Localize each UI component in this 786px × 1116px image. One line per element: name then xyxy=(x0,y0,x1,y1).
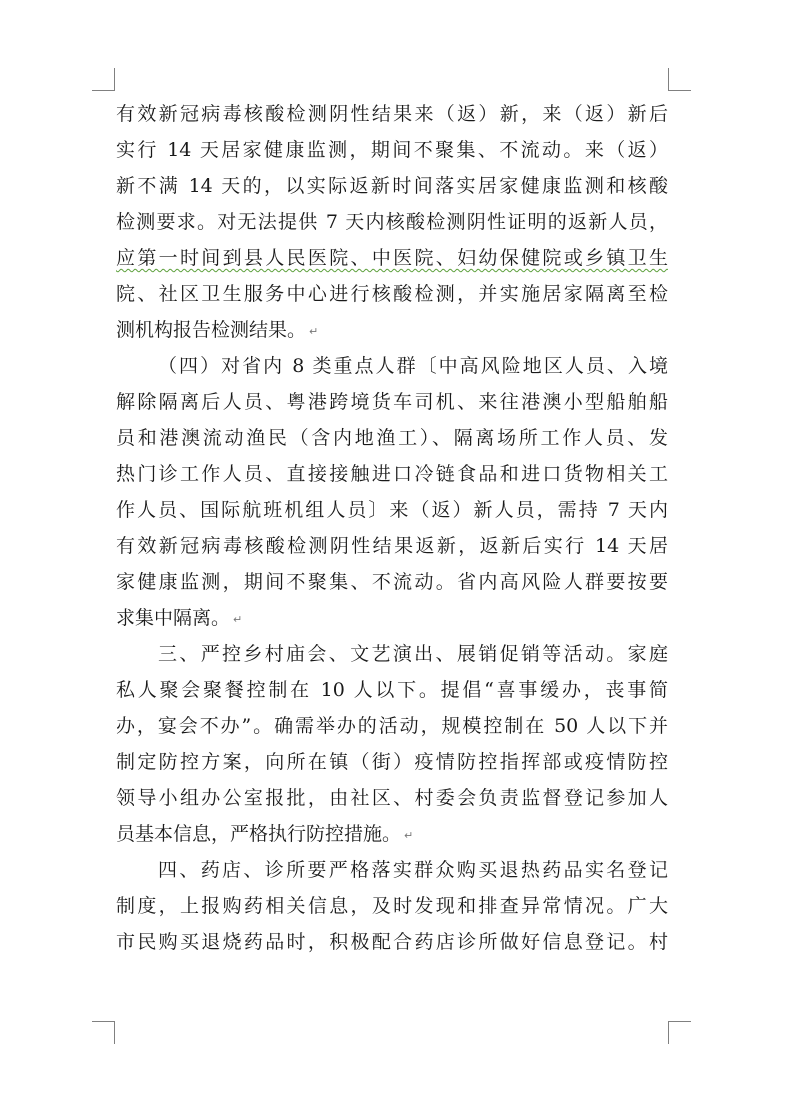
text-line xyxy=(116,312,668,348)
paragraph-mark-icon: ↵ xyxy=(309,325,319,338)
crop-mark-top-left xyxy=(92,68,115,91)
paragraph-key-groups xyxy=(116,348,668,636)
text-line-content: 测机构报告检测结果。 xyxy=(116,319,307,341)
text-line-content: 求集中隔离。 xyxy=(116,607,231,629)
text-line xyxy=(116,816,668,852)
text-line: 市民购买退烧药品时，积极配合药店诊所做好信息登记。村 xyxy=(116,931,668,953)
grammar-underline: 应第一时间到县人民医院、中医院、妇幼保健院或乡镇卫生 xyxy=(116,247,668,269)
text-line: 热门诊工作人员、直接接触进口冷链食品和进口货物相关工 xyxy=(116,463,668,485)
crop-mark-bottom-left xyxy=(92,1021,115,1044)
text-line: 解除隔离后人员、粤港跨境货车司机、来往港澳小型船舶船 xyxy=(116,391,668,413)
paragraph-section-four xyxy=(116,852,668,960)
text-line: （四）对省内 8 类重点人群〔中高风险地区人员、入境 xyxy=(158,355,668,377)
text-line: 实行 14 天居家健康监测，期间不聚集、不流动。来（返） xyxy=(116,139,668,161)
document-body[interactable] xyxy=(116,96,668,960)
text-line: 有效新冠病毒核酸检测阴性结果返新，返新后实行 14 天居 xyxy=(116,535,668,557)
text-line: 检测要求。对无法提供 7 天内核酸检测阴性证明的返新人员， xyxy=(116,211,668,233)
text-line: 制定防控方案，向所在镇（街）疫情防控指挥部或疫情防控 xyxy=(116,751,668,773)
text-line: 院、社区卫生服务中心进行核酸检测，并实施居家隔离至检 xyxy=(116,283,668,305)
text-line: 员和港澳流动渔民（含内地渔工）、隔离场所工作人员、发 xyxy=(116,427,668,449)
paragraph-mark-icon: ↵ xyxy=(404,829,414,842)
text-line: 领导小组办公室报批，由社区、村委会负责监督登记参加人 xyxy=(116,787,668,809)
paragraph-section-three xyxy=(116,636,668,852)
paragraph-continuation xyxy=(116,96,668,348)
text-line xyxy=(116,240,668,276)
text-line: 有效新冠病毒核酸检测阴性结果来（返）新，来（返）新后 xyxy=(116,103,668,125)
text-line: 新不满 14 天的，以实际返新时间落实居家健康监测和核酸 xyxy=(116,175,668,197)
text-line: 私人聚会聚餐控制在 10 人以下。提倡“喜事缓办，丧事简 xyxy=(116,679,668,701)
text-line: 三、严控乡村庙会、文艺演出、展销促销等活动。家庭 xyxy=(158,643,668,665)
text-line: 作人员、国际航班机组人员〕来（返）新人员，需持 7 天内 xyxy=(116,499,668,521)
text-line-content: 员基本信息，严格执行防控措施。 xyxy=(116,823,402,845)
text-line: 制度，上报购药相关信息，及时发现和排查异常情况。广大 xyxy=(116,895,668,917)
text-line: 四、药店、诊所要严格落实群众购买退热药品实名登记 xyxy=(158,859,668,881)
crop-mark-bottom-right xyxy=(668,1021,691,1044)
paragraph-mark-icon: ↵ xyxy=(233,613,243,626)
text-line: 家健康监测，期间不聚集、不流动。省内高风险人群要按要 xyxy=(116,571,668,593)
crop-mark-top-right xyxy=(668,68,691,91)
text-line xyxy=(116,600,668,636)
text-line: 办，宴会不办”。确需举办的活动，规模控制在 50 人以下并 xyxy=(116,715,668,737)
